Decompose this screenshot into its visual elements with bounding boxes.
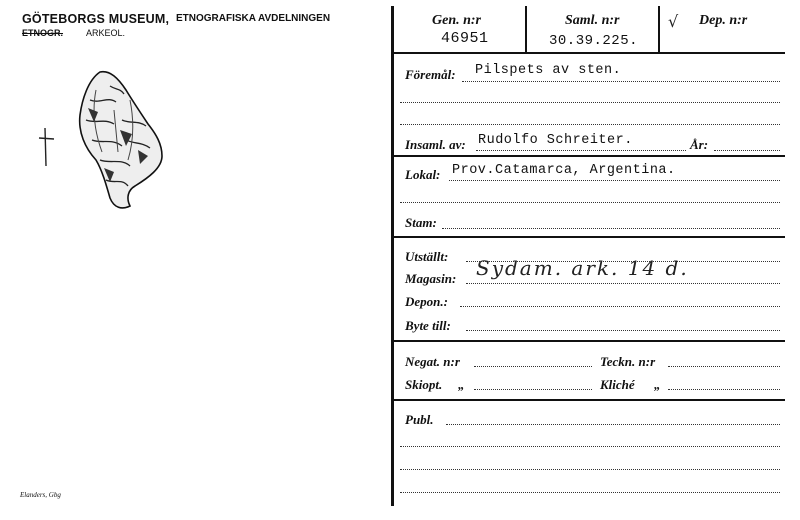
museum-name: GÖTEBORGS MUSEUM, (22, 12, 170, 26)
foremal-line-1 (462, 81, 780, 82)
publ-label: Publ. (405, 412, 434, 427)
publ-line-1 (446, 424, 780, 425)
magasin-value: Sydam. ark. 14 d. (476, 256, 689, 280)
card-left-border (391, 6, 394, 506)
lokal-line-2 (400, 202, 780, 203)
divider-publ (393, 399, 785, 401)
publ-line-3 (400, 469, 780, 470)
teckn-line (668, 366, 780, 367)
dep-nr-label: Dep. n:r (699, 13, 748, 28)
skiopt-label: Skiopt. (405, 377, 443, 392)
lokal-line-1 (449, 180, 780, 181)
divider-stam (393, 236, 785, 238)
byte-label: Byte till: (405, 318, 451, 333)
gen-nr-label: Gen. n:r (432, 13, 482, 28)
teckn-label: Teckn. n:r (600, 354, 656, 369)
insaml-value: Rudolfo Schreiter. (478, 133, 633, 148)
foremal-value: Pilspets av sten. (475, 63, 622, 78)
insaml-label: Insaml. av: (405, 137, 466, 152)
kliche-line (668, 389, 780, 390)
divider-header (393, 52, 785, 54)
byte-line (466, 330, 780, 331)
negat-line (474, 366, 592, 367)
section-etnogr: ETNOGR. (22, 28, 64, 38)
kliche-ditto: „ (654, 377, 661, 392)
publ-line-2 (400, 446, 780, 447)
printer-imprint: Elanders, Gbg (20, 491, 61, 499)
section-arkeol: ARKEOL. (86, 28, 126, 38)
divider-insaml (393, 155, 785, 157)
check-mark: √ (668, 12, 681, 31)
arrowhead-drawing (30, 60, 190, 220)
foremal-label: Föremål: (405, 67, 456, 82)
foremal-line-3 (400, 124, 780, 125)
utstallt-label: Utställt: (405, 249, 449, 264)
ar-label: År: (690, 137, 709, 152)
saml-nr-label: Saml. n:r (565, 13, 620, 28)
depon-label: Depon.: (405, 294, 448, 309)
divider-byte (393, 340, 785, 342)
gen-nr-value: 46951 (441, 30, 489, 47)
divider-gen-saml (525, 6, 527, 52)
magasin-line (466, 283, 780, 284)
saml-nr-value: 30.39.225. (549, 33, 639, 49)
negat-label: Negat. n:r (405, 354, 460, 369)
lokal-label: Lokal: (405, 167, 441, 182)
skiopt-line (474, 389, 592, 390)
lokal-value: Prov.Catamarca, Argentina. (452, 163, 676, 178)
stam-label: Stam: (405, 215, 437, 230)
foremal-line-2 (400, 102, 780, 103)
divider-saml-dep (658, 6, 660, 52)
depon-line (460, 306, 780, 307)
ar-line (714, 150, 780, 151)
skiopt-ditto: „ (458, 377, 465, 392)
magasin-label: Magasin: (405, 271, 457, 286)
department-name: ETNOGRAFISKA AVDELNINGEN (176, 13, 331, 24)
stam-line (442, 228, 780, 229)
cross-mark-icon (39, 128, 54, 166)
insaml-line (476, 150, 686, 151)
kliche-label: Kliché (600, 377, 635, 392)
publ-line-4 (400, 492, 780, 493)
